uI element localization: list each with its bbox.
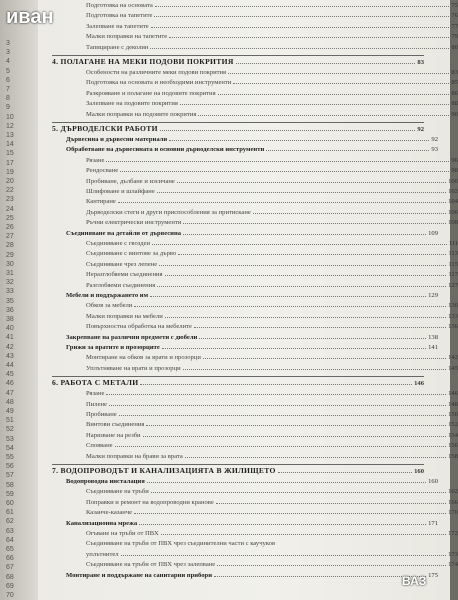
toc-entry (52, 261, 458, 271)
toc-entry-title: Съединяване чрез лепене (86, 260, 158, 268)
leader-dots (150, 296, 426, 297)
toc-entry (52, 282, 458, 292)
margin-number: 62 (6, 518, 14, 526)
leader-dots (177, 182, 446, 183)
toc-chapter (52, 57, 424, 67)
leader-dots (180, 104, 450, 105)
toc-entry (52, 33, 458, 43)
leader-dots (118, 202, 446, 203)
toc-entry-title: Нарязване на резби (86, 431, 141, 439)
leader-dots (178, 254, 446, 255)
toc-entry (52, 271, 458, 281)
toc-entry (52, 157, 458, 167)
toc-page-number: 80 (451, 43, 458, 51)
margin-number: 56 (6, 463, 14, 471)
toc-page-number: 150 (448, 411, 458, 418)
toc-entry (52, 354, 458, 364)
toc-entry (52, 111, 458, 121)
margin-number: 32 (6, 279, 14, 287)
toc-page-number: 109 (428, 229, 438, 237)
toc-section (52, 292, 438, 302)
toc-chapter (52, 378, 424, 388)
toc-entry-title: Канализационна мрежа (66, 519, 138, 527)
margin-number: 36 (6, 306, 14, 314)
margin-number: 45 (6, 371, 14, 379)
toc-entry-title: Спояване (86, 442, 113, 450)
corner-logo: ВАЗ (402, 574, 427, 588)
toc-entry-title: Шлифоване и шлайфане (86, 188, 155, 195)
leader-dots (236, 63, 416, 64)
toc-entry-title: Водопроводна инсталация (66, 478, 145, 485)
toc-page-number: 85 (451, 79, 458, 87)
toc-entry-title: Грижи за вратите и прозорците (66, 344, 160, 351)
leader-dots (115, 446, 447, 447)
toc-entry (52, 365, 458, 375)
margin-number: 25 (6, 214, 14, 222)
section-divider (52, 55, 424, 56)
toc-entry (52, 432, 458, 442)
toc-page-number: 90 (451, 110, 458, 118)
toc-entry (52, 79, 458, 89)
leader-dots (134, 513, 446, 514)
toc-entry-title: Уплътняване на врати и прозорци (86, 364, 181, 372)
toc-entry-title: Обработване на дървесината и основни дърводелски инструменти (66, 146, 265, 154)
leader-dots (160, 130, 416, 131)
toc-page-number: 141 (428, 344, 438, 351)
margin-number: 33 (6, 288, 14, 296)
toc-entry (52, 530, 458, 540)
toc-entry-title: Съединяване на тръби от ПВХ чрез залепване (86, 561, 216, 569)
leader-dots (119, 415, 446, 416)
leader-dots (155, 6, 450, 7)
toc-section (52, 146, 438, 156)
leader-dots (233, 83, 449, 84)
margin-number: 4 (6, 58, 10, 66)
toc-entry (52, 178, 458, 188)
toc-page-number: 75 (451, 2, 458, 9)
toc-page-number: 146 (448, 390, 458, 398)
toc-entry-title: Залепване на подовите покрития (86, 100, 178, 108)
toc-entry-title: уплътнител (86, 550, 119, 558)
leader-dots (183, 369, 446, 370)
toc-entry-title: Казанче-казанче (86, 509, 133, 517)
margin-number: 48 (6, 398, 14, 406)
toc-entry (52, 69, 458, 79)
leader-dots (183, 234, 426, 235)
toc-entry (52, 302, 458, 312)
toc-entry (52, 240, 458, 250)
leader-dots (253, 213, 446, 214)
margin-number: 19 (6, 168, 14, 176)
margin-number: 5 (6, 67, 10, 75)
toc-page-number: 154 (448, 431, 458, 439)
margin-number: 65 (6, 546, 14, 553)
leader-dots (151, 492, 446, 493)
toc-entry-title: Малки поправки на брави за врата (86, 452, 183, 460)
margin-number: 13 (6, 132, 14, 139)
toc-entry-title: Малки поправки на тапетите (86, 33, 168, 41)
toc-entry (52, 313, 458, 323)
toc-section (52, 478, 438, 488)
leader-dots (150, 48, 449, 49)
margin-number: 55 (6, 454, 14, 461)
margin-number: 27 (6, 233, 14, 241)
toc-section (52, 334, 438, 344)
toc-entry-title: Дървесина и дървесни материали (66, 136, 168, 143)
toc-entry (52, 90, 458, 100)
leader-dots (143, 436, 447, 437)
margin-number: 38 (6, 316, 14, 323)
toc-page-number: 113 (448, 250, 458, 258)
toc-entry-title: Залепване на тапетите (86, 22, 149, 30)
toc-page-number: 136 (448, 323, 458, 331)
toc-entry (52, 499, 458, 509)
margin-number: 28 (6, 242, 14, 250)
toc-page-number: 145 (448, 364, 458, 372)
margin-number: 51 (6, 417, 14, 425)
toc-chapter (52, 466, 424, 476)
toc-entry-title: Съединяване на тръби от ПВХ чрез съединителни части с каучуков (86, 540, 276, 548)
margin-number: 59 (6, 490, 14, 498)
toc-page-number: 160 (428, 478, 438, 485)
leader-dots (278, 472, 412, 473)
margin-number: 47 (6, 389, 14, 397)
toc-entry-title: Пробиване (86, 411, 117, 418)
toc-section (52, 520, 438, 530)
leader-dots (109, 405, 446, 406)
leader-dots (161, 534, 446, 535)
leader-dots (134, 306, 446, 307)
leader-dots (147, 482, 426, 483)
toc-page-number: 160 (414, 468, 424, 475)
leader-dots (266, 150, 429, 151)
margin-number: 20 (6, 178, 14, 185)
margin-number: 9 (6, 104, 10, 112)
toc-page-number: 100 (448, 177, 458, 185)
toc-page-number: 108 (448, 219, 458, 227)
leader-dots (216, 503, 446, 504)
toc-page-number: 96 (451, 156, 458, 164)
toc-page-number: 174 (448, 561, 458, 569)
margin-number: 60 (6, 500, 14, 507)
leader-dots (194, 327, 446, 328)
margin-number: 26 (6, 224, 14, 231)
section-divider (52, 376, 424, 377)
toc-page-number: 146 (414, 380, 424, 388)
leader-dots (162, 348, 426, 349)
table-of-contents (52, 0, 458, 600)
toc-entry-title: Огъване на тръби от ПВХ (86, 530, 159, 537)
toc-page-number: 104 (448, 198, 458, 206)
toc-section (52, 136, 438, 146)
toc-page-number: 93 (431, 146, 438, 154)
toc-page-number: 86 (451, 89, 458, 97)
toc-page-number: 138 (428, 333, 438, 341)
margin-number: 3 (6, 40, 10, 47)
toc-entry (52, 421, 458, 431)
margin-number: 44 (6, 362, 14, 369)
toc-page-number: 115 (448, 260, 458, 268)
toc-entry (52, 219, 458, 229)
margin-number: 12 (6, 122, 14, 130)
toc-page-number: 77 (451, 22, 458, 30)
toc-page-number: 127 (448, 281, 458, 289)
toc-entry-title: 7. ВОДОПРОВОДЪТ И КАНАЛИЗАЦИЯТА В ЖИЛИЩЕТО (52, 466, 276, 475)
leader-dots (154, 16, 449, 17)
margin-number: 29 (6, 251, 14, 259)
toc-entry-title: Разглобяеми съединения (86, 281, 156, 289)
toc-page-number: 106 (448, 208, 458, 216)
margin-number: 14 (6, 141, 14, 149)
toc-page-number: 133 (448, 312, 458, 320)
toc-entry-title: Пробиване, дълбане и изсичане (86, 177, 175, 185)
toc-page-number: 172 (448, 530, 458, 537)
toc-entry-title: Повърхностна обработка на мебелите (86, 323, 192, 331)
toc-entry (52, 12, 458, 22)
toc-page-number: 170 (448, 509, 458, 517)
margin-number: 22 (6, 187, 14, 195)
toc-entry-title: Подготовка на основата и необходими инструменти (86, 79, 232, 87)
toc-entry-title: Неразглобяеми съединения (86, 271, 163, 279)
toc-entry (52, 23, 458, 33)
leader-dots (146, 425, 446, 426)
margin-number: 7 (6, 86, 10, 93)
margin-number: 24 (6, 205, 14, 213)
toc-chapter (52, 124, 424, 134)
toc-entry-title: Рендосване (86, 167, 119, 175)
margin-number: 6 (6, 76, 10, 84)
toc-page-number: 162 (448, 488, 458, 496)
toc-page-number: 111 (448, 240, 458, 247)
leader-dots (152, 244, 447, 245)
toc-page-number: 130 (448, 302, 458, 310)
watermark: иван (6, 6, 54, 28)
margin-number: 67 (6, 564, 14, 572)
toc-page-number: 92 (417, 126, 424, 133)
leader-dots (159, 265, 446, 266)
toc-entry-title: 4. ПОЛАГАНЕ НА МЕКИ ПОДОВИ ПОКРИТИЯ (52, 57, 234, 66)
toc-page-number: 158 (448, 452, 458, 460)
margin-number: 23 (6, 196, 14, 204)
toc-page-number: 156 (448, 442, 458, 450)
toc-page-number: 175 (428, 571, 438, 579)
toc-entry (52, 198, 458, 208)
margin-number: 42 (6, 343, 14, 351)
leader-dots (217, 565, 446, 566)
margin-number: 52 (6, 426, 14, 434)
toc-entry-title: Монтиране и поддържане на санитарни прибори (66, 571, 213, 579)
margin-number: 43 (6, 352, 14, 360)
leader-dots (139, 524, 426, 525)
leader-dots (183, 223, 446, 224)
toc-entry (52, 540, 458, 550)
leader-dots (157, 192, 446, 193)
toc-entry-title: Ръчни електрически инструменти (86, 219, 182, 227)
toc-page-number: 88 (451, 100, 458, 108)
toc-entry (52, 2, 458, 12)
margin-number: 30 (6, 260, 14, 268)
margin-number: 57 (6, 472, 14, 480)
leader-dots (214, 576, 426, 577)
toc-entry-title: Особености на различните меки подови покрития (86, 69, 227, 76)
section-divider (52, 122, 424, 123)
toc-page-number: 173 (448, 550, 458, 558)
margin-number: 58 (6, 481, 14, 489)
margin-number: 68 (6, 573, 14, 581)
margin-number: 8 (6, 95, 10, 103)
toc-entry (52, 209, 458, 219)
toc-page-number: 171 (428, 519, 438, 527)
toc-entry-title: Съединяване с винтове за дърво (86, 250, 177, 258)
margin-number: 61 (6, 509, 14, 517)
toc-entry (52, 250, 458, 260)
toc-entry-title: Кантиране (86, 198, 116, 206)
margin-number: 53 (6, 435, 14, 443)
margin-number: 66 (6, 555, 14, 563)
leader-dots (121, 555, 447, 556)
margin-number: 64 (6, 536, 14, 544)
toc-entry (52, 188, 458, 198)
margin-number: 54 (6, 444, 14, 452)
leader-dots (185, 457, 446, 458)
margin-number: 31 (6, 270, 14, 277)
toc-page-number: 79 (451, 33, 458, 41)
toc-entry-title: Рязане (86, 390, 105, 398)
margin-number: 46 (6, 380, 14, 388)
left-margin-numbers (0, 0, 38, 600)
toc-section (52, 572, 438, 582)
toc-entry-title: Пилене (86, 400, 107, 408)
toc-page-number: 166 (448, 498, 458, 506)
toc-entry-title: Поправки и ремонт на водопроводни кранове (86, 498, 214, 506)
leader-dots (228, 73, 449, 74)
toc-entry (52, 167, 458, 177)
toc-section (52, 230, 438, 240)
toc-page-number: 148 (448, 400, 458, 408)
leader-dots (169, 37, 449, 38)
toc-entry (52, 509, 458, 519)
toc-entry-title: Съединяване на детайли от дървесина (66, 229, 182, 237)
leader-dots (199, 338, 426, 339)
toc-entry-title: Мебели и поддържането им (66, 292, 149, 299)
toc-entry (52, 411, 458, 421)
toc-entry (52, 44, 458, 54)
toc-entry-title: Обков за мебели (86, 302, 133, 310)
margin-number: 63 (6, 527, 14, 535)
toc-page-number: 102 (448, 188, 458, 195)
leader-dots (157, 286, 446, 287)
toc-entry-title: Рязане (86, 156, 105, 164)
toc-entry (52, 100, 458, 110)
toc-entry-title: Разкрояване и полагане на подовите покрития (86, 89, 216, 97)
leader-dots (106, 161, 449, 162)
margin-number: 3 (6, 49, 10, 57)
leader-dots (120, 171, 449, 172)
toc-entry-title: Дърводелски стеги и други приспособления за притискане (86, 208, 251, 216)
leader-dots (203, 358, 446, 359)
leader-dots (106, 394, 446, 395)
toc-entry (52, 442, 458, 452)
toc-entry-title: Малки поправки на подовите покрития (86, 110, 197, 118)
margin-number: 40 (6, 325, 14, 333)
margin-number: 49 (6, 408, 14, 415)
toc-page-number: 142 (448, 354, 458, 362)
leader-dots (140, 384, 412, 385)
toc-section (52, 344, 438, 354)
toc-entry (52, 488, 458, 498)
toc-entry-title: 5. ДЪРВОДЕЛСКИ РАБОТИ (52, 124, 158, 133)
margin-number: 17 (6, 159, 14, 167)
toc-entry (52, 551, 458, 561)
toc-page-number: 92 (431, 136, 438, 143)
toc-page-number: 152 (448, 421, 458, 429)
margin-number: 15 (6, 150, 14, 158)
leader-dots (218, 94, 450, 95)
toc-entry-title: Монтиране на обков за врати и прозорци (86, 354, 201, 362)
toc-entry-title: Закрепване на различни предмети с дюбели (66, 333, 198, 341)
toc-page-number: 83 (417, 59, 424, 66)
section-divider (52, 464, 424, 465)
toc-page-number: 129 (428, 292, 438, 299)
toc-entry-title: Малки поправки на мебели (86, 312, 163, 320)
toc-page-number: 98 (451, 167, 458, 175)
toc-entry-title: Подготовка на тапетите (86, 12, 153, 20)
toc-entry-title: Подготовка на основата (86, 2, 153, 9)
toc-page-number: 117 (448, 271, 458, 279)
leader-dots (169, 140, 429, 141)
margin-number: 10 (6, 113, 14, 121)
leader-dots (165, 275, 447, 276)
toc-page-number: 83 (451, 69, 458, 76)
leader-dots (165, 317, 446, 318)
margin-number: 35 (6, 297, 14, 305)
toc-page-number: 76 (451, 12, 458, 20)
margin-number: 70 (6, 592, 14, 599)
margin-number: 41 (6, 334, 14, 342)
leader-dots (151, 27, 450, 28)
toc-entry-title: Винтови съединения (86, 421, 145, 429)
toc-entry-title: Съединяване с гвоздеи (86, 240, 151, 247)
toc-entry (52, 401, 458, 411)
toc-entry (52, 390, 458, 400)
leader-dots (198, 115, 449, 116)
toc-entry-title: Съединяване на тръби (86, 488, 149, 496)
toc-entry (52, 561, 458, 571)
toc-entry (52, 323, 458, 333)
toc-entry-title: 6. РАБОТА С МЕТАЛИ (52, 378, 139, 388)
margin-number: 69 (6, 582, 14, 590)
toc-entry-title: Тапициране с деколин (86, 43, 149, 51)
toc-entry (52, 453, 458, 463)
